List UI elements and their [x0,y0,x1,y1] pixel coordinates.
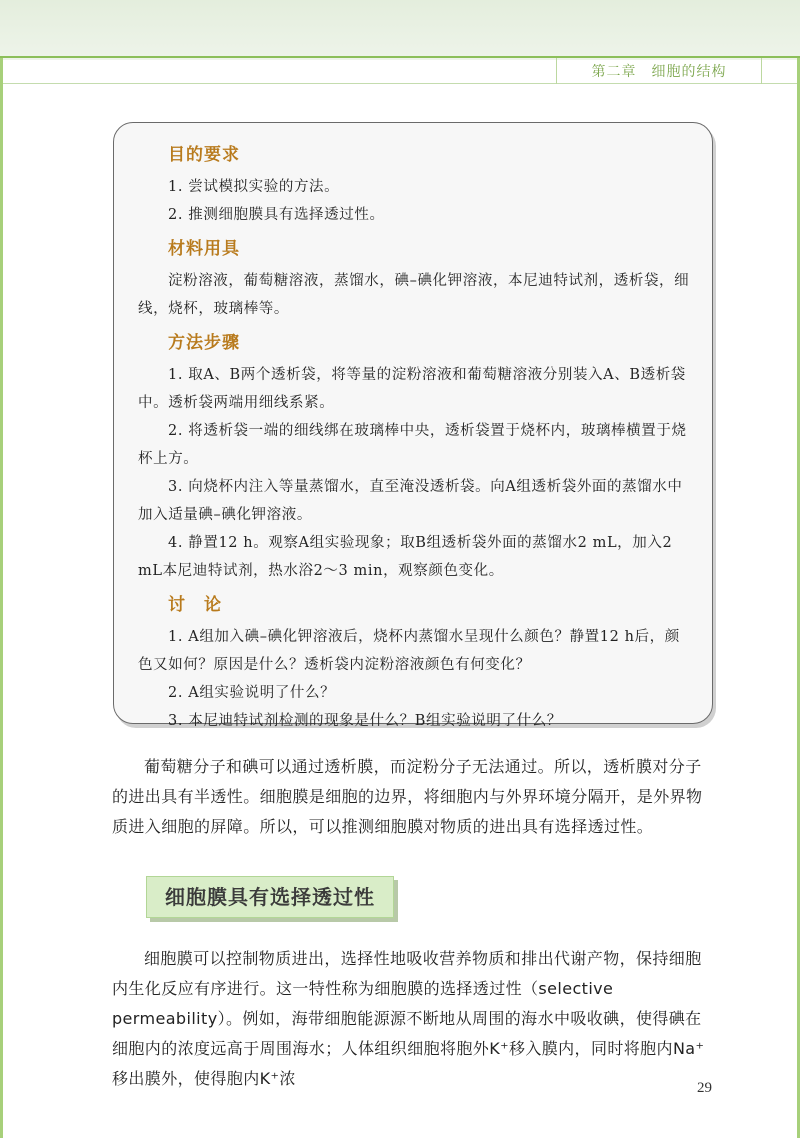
section-heading: 细胞膜具有选择透过性 [146,876,394,918]
materials-text: 淀粉溶液，葡萄糖溶液，蒸馏水，碘–碘化钾溶液，本尼迪特试剂，透析袋，细线，烧杯，玻璃棒等。 [138,273,690,317]
step-item: 4. 静置12 h。观察A组实验现象；取B组透析袋外面的蒸馏水2 mL，加入2 mL本尼迪特试剂，热水浴2～3 min，观察颜色变化。 [138,535,673,579]
step-item: 2. 将透析袋一端的细线绑在玻璃棒中央，透析袋置于烧杯内，玻璃棒横置于烧杯上方。 [138,423,687,467]
header-band [0,0,800,60]
chapter-label: 第二章 细胞的结构 [556,58,762,84]
left-margin-bar [0,58,3,1138]
steps-title: 方法步骤 [168,333,240,353]
objective-item: 1. 尝试模拟实验的方法。 [168,179,340,195]
step-item: 1. 取A、B两个透析袋，将等量的淀粉溶液和葡萄糖溶液分别装入A、B透析袋中。透析袋两端用细线系紧。 [138,367,686,411]
discussion-item: 1. A组加入碘–碘化钾溶液后，烧杯内蒸馏水呈现什么颜色？静置12 h后，颜色又如何？原因是什么？透析袋内淀粉溶液颜色有何变化？ [138,629,680,673]
discussion-item: 2. A组实验说明了什么？ [168,685,336,701]
step-item: 3. 向烧杯内注入等量蒸馏水，直至淹没透析袋。向A组透析袋外面的蒸馏水中加入适量碘–碘化钾溶液。 [138,479,683,523]
experiment-box-content [138,141,694,735]
body-paragraph: 葡萄糖分子和碘可以通过透析膜，而淀粉分子无法通过。所以，透析膜对分子的进出具有半透性。细胞膜是细胞的边界，将细胞内与外界环境分隔开，是外界物质进入细胞的屏障。所以，可以推测细胞膜对物质的进出具有选择透过性。 [112,757,703,836]
objectives-title: 目的要求 [168,145,240,165]
materials-title: 材料用具 [168,239,240,259]
page-number: 29 [697,1080,712,1096]
experiment-box [113,122,713,729]
body-paragraph: 细胞膜可以控制物质进出，选择性地吸收营养物质和排出代谢产物，保持细胞内生化反应有序进行。这一特性称为细胞膜的选择透过性（selective permeability）。例如，海带细胞能源源不断地从周围的海水中吸收碘，使得碘在细胞内的浓度远高于周围海水；人体组织细胞将胞外K⁺移入膜内，同时将胞内Na⁺移出膜外，使得胞内K⁺浓 [112,949,705,1088]
discussion-title: 讨 论 [168,595,222,615]
discussion-item: 3. 本尼迪特试剂检测的现象是什么？B组实验说明了什么？ [168,713,562,729]
objective-item: 2. 推测细胞膜具有选择透过性。 [168,207,385,223]
